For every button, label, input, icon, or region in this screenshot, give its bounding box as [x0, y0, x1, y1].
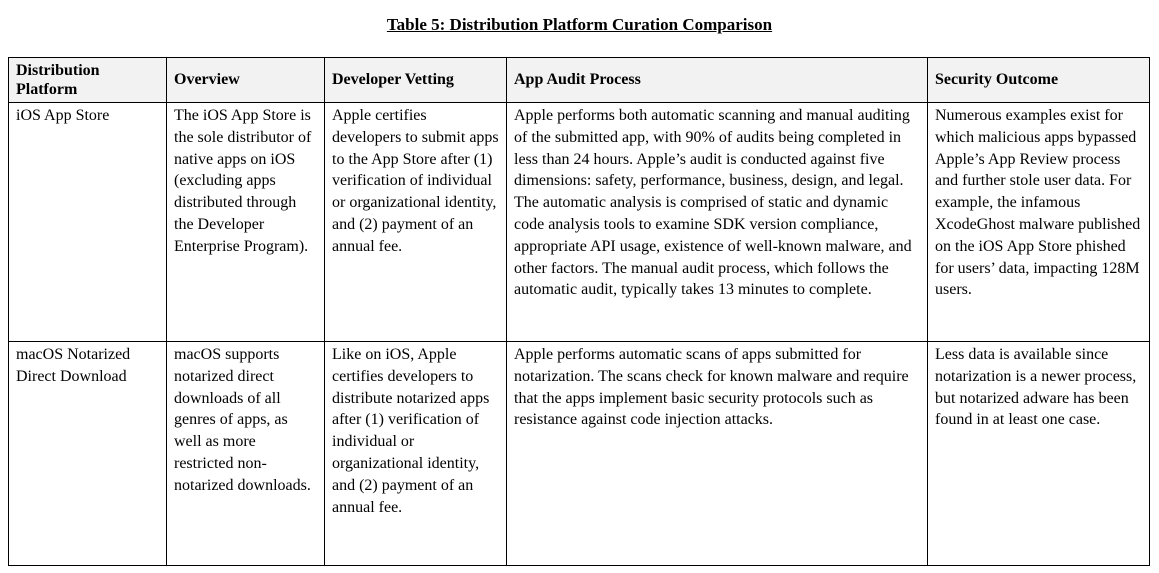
- cell-platform: macOS Notarized Direct Download: [9, 342, 167, 566]
- header-developer-vetting: Developer Vetting: [325, 58, 507, 103]
- cell-platform: iOS App Store: [9, 103, 167, 342]
- table-row: [9, 103, 1150, 342]
- cell-developer-vetting: Apple certifies developers to submit apps to the App Store after (1) verification of individual or organizational identity, and (2) payment of an annual fee.: [325, 103, 507, 342]
- header-overview: Overview: [167, 58, 325, 103]
- table-header-row: [9, 58, 1150, 103]
- header-security-outcome: Security Outcome: [928, 58, 1150, 103]
- header-app-audit-process: App Audit Process: [507, 58, 928, 103]
- cell-security-outcome: Numerous examples exist for which malicious apps bypassed Apple’s App Review process and further stole user data. For example, the infamous XcodeGhost malware published on the iOS App Store phished for users’ data, impacting 128M users.: [928, 103, 1150, 342]
- header-distribution-platform: Distribution Platform: [9, 58, 167, 103]
- cell-overview: macOS supports notarized direct downloads of all genres of apps, as well as more restricted non-notarized downloads.: [167, 342, 325, 566]
- cell-overview: The iOS App Store is the sole distributor of native apps on iOS (excluding apps distributed through the Developer Enterprise Program).: [167, 103, 325, 342]
- cell-security-outcome: Less data is available since notarization is a newer process, but notarized adware has been found in at least one case.: [928, 342, 1150, 566]
- cell-app-audit-process: Apple performs both automatic scanning and manual auditing of the submitted app, with 90% of audits being completed in less than 24 hours. Apple’s audit is conducted against five dimensions: safety, performance, business, design, and legal. The automatic analysis is comprised of static and dynamic code analysis tools to examine SDK version compliance, appropriate API usage, existence of well-known malware, and other factors. The manual audit process, which follows the automatic audit, typically takes 13 minutes to complete.: [507, 103, 928, 342]
- table-title: Table 5: Distribution Platform Curation Comparison: [386, 15, 773, 34]
- comparison-table: [8, 57, 1150, 566]
- table-row: [9, 342, 1150, 566]
- cell-app-audit-process: Apple performs automatic scans of apps submitted for notarization. The scans check for known malware and require that the apps implement basic security protocols such as resistance against code injection attacks.: [507, 342, 928, 566]
- cell-developer-vetting: Like on iOS, Apple certifies developers to distribute notarized apps after (1) verification of individual or organizational identity, and (2) payment of an annual fee.: [325, 342, 507, 566]
